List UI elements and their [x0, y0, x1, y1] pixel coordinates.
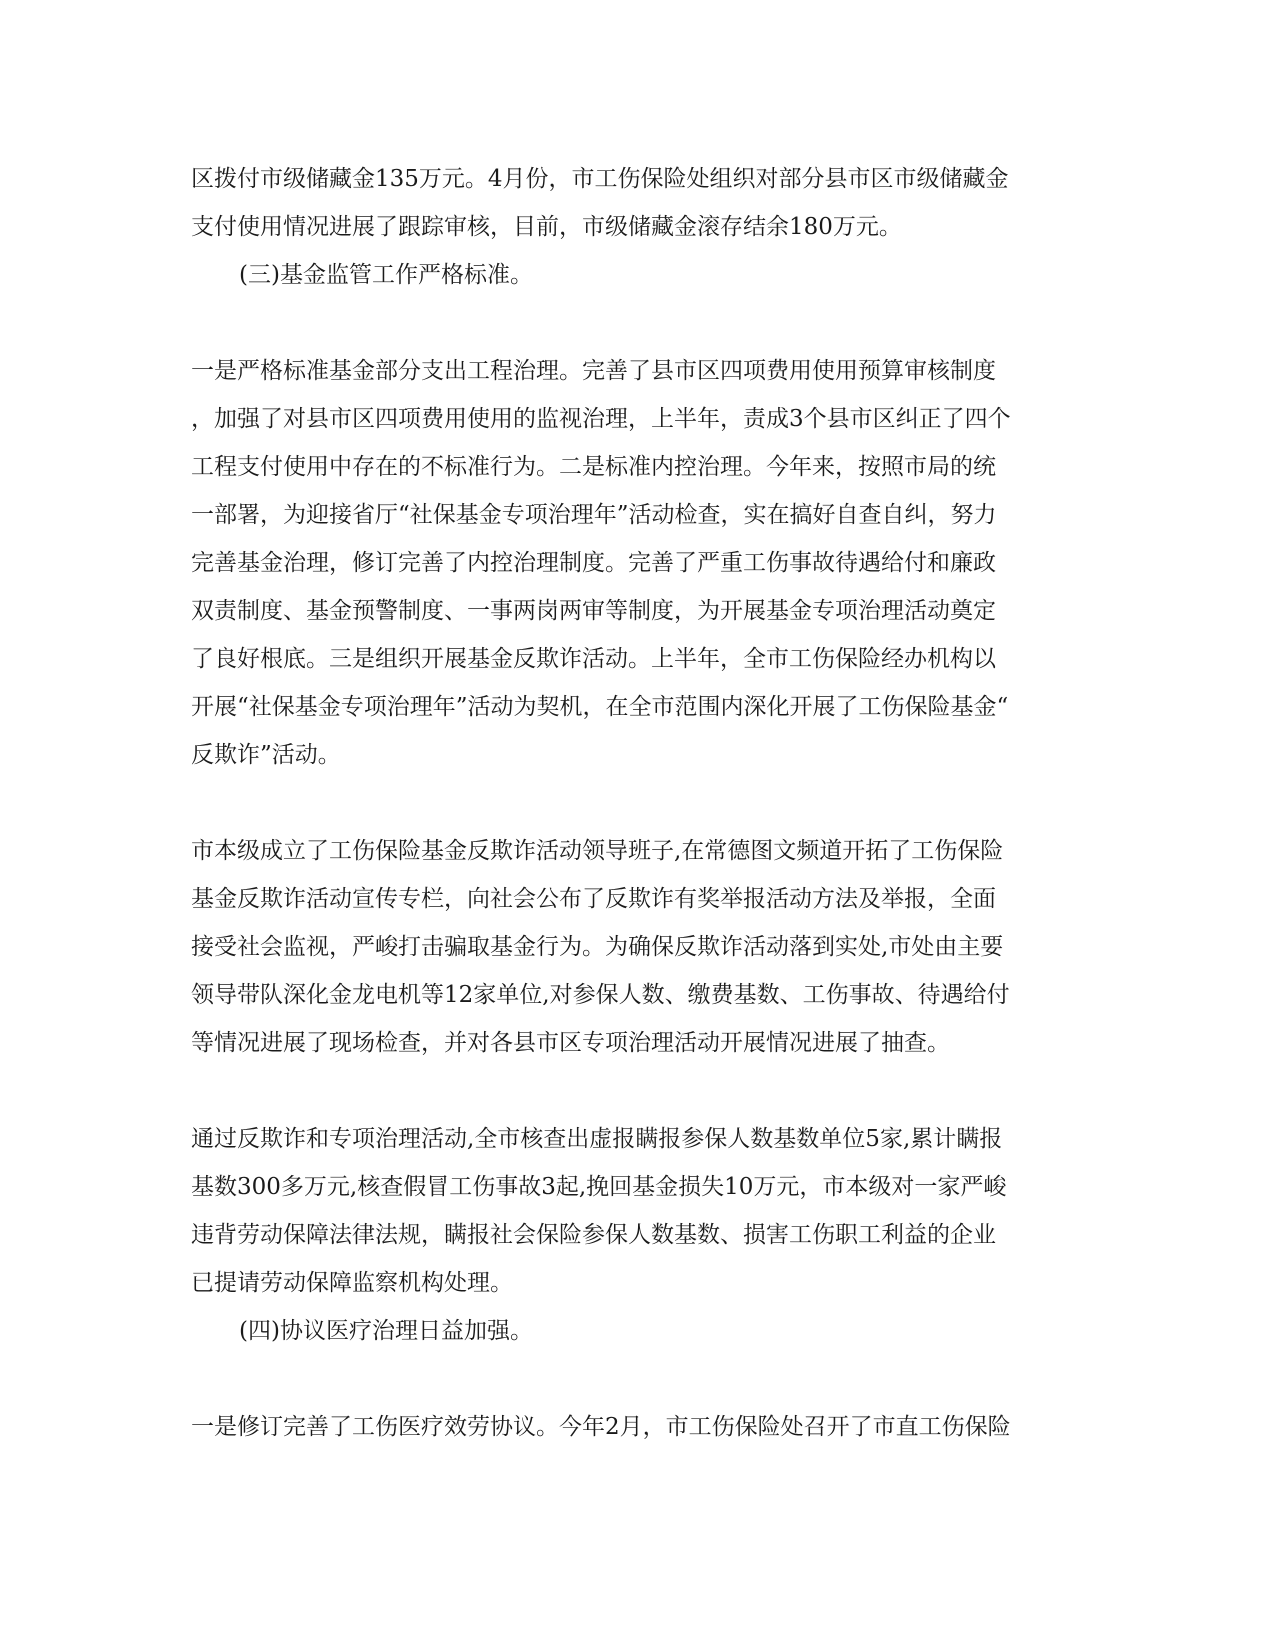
- text-line: 通过反欺诈和专项治理活动,全市核查出虚报瞒报参保人数基数单位5家,累计瞒报: [191, 1126, 1003, 1152]
- text-line: 区拨付市级储藏金135万元。4月份，市工伤保险处组织对部分县市区市级储藏金: [191, 166, 1009, 192]
- paragraph: [191, 1403, 1081, 1451]
- text-line: 违背劳动保障法律法规，瞒报社会保险参保人数基数、损害工伤职工利益的企业: [191, 1222, 996, 1248]
- paragraph: [191, 155, 1081, 251]
- document-body: [191, 155, 1081, 1451]
- paragraph: [191, 347, 1081, 779]
- text-line: 接受社会监视，严峻打击骗取基金行为。为确保反欺诈活动落到实处,市处由主要: [191, 934, 1004, 960]
- text-line: 工程支付使用中存在的不标准行为。二是标准内控治理。今年来，按照市局的统: [191, 454, 996, 480]
- paragraph-spacing: [191, 779, 1081, 827]
- text-line: 一是严格标准基金部分支出工程治理。完善了县市区四项费用使用预算审核制度: [191, 358, 996, 384]
- text-line: 领导带队深化金龙电机等12家单位,对参保人数、缴费基数、工伤事故、待遇给付: [191, 982, 1010, 1008]
- paragraph: [191, 1115, 1081, 1307]
- section-heading: (三)基金监管工作严格标准。: [239, 262, 533, 288]
- text-line: 支付使用情况进展了跟踪审核，目前，市级储藏金滚存结余180万元。: [191, 214, 902, 240]
- paragraph-spacing: [191, 1355, 1081, 1403]
- text-line: 开展“社保基金专项治理年”活动为契机，在全市范围内深化开展了工伤保险基金“: [191, 694, 1009, 720]
- text-line: 一部署，为迎接省厅“社保基金专项治理年”活动检查，实在搞好自查自纠，努力: [191, 502, 997, 528]
- text-line: ，加强了对县市区四项费用使用的监视治理，上半年，责成3个县市区纠正了四个: [191, 406, 1011, 432]
- text-line: 市本级成立了工伤保险基金反欺诈活动领导班子,在常德图文频道开拓了工伤保险: [191, 838, 1004, 864]
- paragraph-spacing: [191, 1067, 1081, 1115]
- text-line: 已提请劳动保障监察机构处理。: [191, 1270, 513, 1296]
- text-line: 等情况进展了现场检查，并对各县市区专项治理活动开展情况进展了抽查。: [191, 1030, 950, 1056]
- paragraph-spacing: [191, 299, 1081, 347]
- text-line: 一是修订完善了工伤医疗效劳协议。今年2月，市工伤保险处召开了市直工伤保险: [191, 1414, 1011, 1440]
- text-line: 反欺诈”活动。: [191, 742, 341, 768]
- text-line: 完善基金治理，修订完善了内控治理制度。完善了严重工伤事故待遇给付和廉政: [191, 550, 996, 576]
- text-line: 了良好根底。三是组织开展基金反欺诈活动。上半年，全市工伤保险经办机构以: [191, 646, 996, 672]
- text-line: 基数300多万元,核查假冒工伤事故3起,挽回基金损失10万元，市本级对一家严峻: [191, 1174, 1007, 1200]
- paragraph: [191, 827, 1081, 1067]
- text-line: 基金反欺诈活动宣传专栏，向社会公布了反欺诈有奖举报活动方法及举报，全面: [191, 886, 996, 912]
- section-heading: (四)协议医疗治理日益加强。: [239, 1318, 533, 1344]
- text-line: 双责制度、基金预警制度、一事两岗两审等制度，为开展基金专项治理活动奠定: [191, 598, 996, 624]
